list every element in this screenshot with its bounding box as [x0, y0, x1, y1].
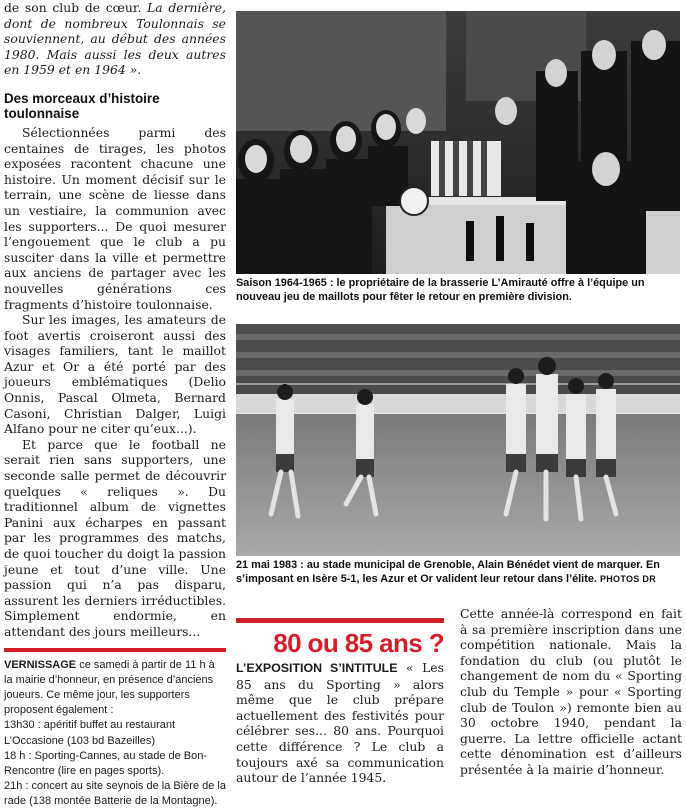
- vernissage-line-3: 21h : concert au site seynois de la Bière de la rade (138 montée Batterie de la Montagne).: [4, 780, 226, 808]
- vernissage-text: ce samedi à partir de 11 h à la mairie d’honneur, en présence d’anciens joueurs. Ce même jour, les supporters proposent également :: [4, 658, 215, 717]
- box-title: 80 ou 85 ans ?: [273, 628, 444, 658]
- box-title-rule: [236, 618, 444, 623]
- photo-team-jerseys-image: [236, 11, 680, 274]
- photo-caption-2: [236, 558, 680, 587]
- photo-goal-celebration-image: [236, 324, 680, 556]
- left-column: [4, 0, 226, 810]
- box-paragraph-right: Cette année-là correspond en fait à sa première inscription dans une compétition nationale. Mais la fondation du club (ou plutôt le changement de nom du « Sporting club du Temple » pour « Sporting club de Toulon ») remonte bien au 30 octobre 1940, pendant la guerre. La lettre officielle actant cette dénomination est d’ailleurs présentée à la mairie d’honneur.: [460, 606, 682, 777]
- box-column-middle: [236, 660, 444, 786]
- photo-team-jerseys: [236, 11, 680, 274]
- box-column-right: [460, 606, 682, 778]
- vernissage-line-1: 13h30 : apéritif buffet au restaurant L’Occasione (103 bd Bazeilles): [4, 719, 176, 747]
- intro-paragraph: [4, 0, 226, 78]
- photo-caption-1: Saison 1964-1965 : le propriétaire de la brasserie L’Amirauté offre à l’équipe un nouveau jeu de maillots pour fêter le retour en première division.: [236, 277, 645, 304]
- box-lead: L’EXPOSITION S’INTITULE: [236, 661, 398, 675]
- box-paragraph-mid: [236, 660, 444, 786]
- vernissage-intro: [4, 658, 226, 719]
- body-paragraph-3: Et parce que le football ne serait rien sans supporters, une seconde salle permet de découvrir quelques « reliques ». Du traditionnel album de vignettes Panini aux écharpes en passant par les programmes des matchs, de quoi toucher du doigt la passion jeune et tout d’une ville. Une passion qui n’a pas disparu, assurent les derniers irréductibles. Simplement endormie, en attendant des jours meilleurs...: [4, 436, 226, 639]
- vernissage-rule: [4, 648, 226, 652]
- photo-caption-2-text: 21 mai 1983 : au stade municipal de Grenoble, Alain Bénédet vient de marquer. En s’imposant en Isère 5-1, les Azur et Or valident leur retour dans l’élite.: [236, 559, 660, 586]
- box-body-mid: « Les 85 ans du Sporting » alors même que le club prépare actuellement des festivités pour célébrer ses... 80 ans. Pourquoi cette différence ? Le club a toujours axé sa communication autour de l’année 1945.: [236, 660, 444, 786]
- vernissage-line-2: 18 h : Sporting-Cannes, au stade de Bon-Rencontre (lire en pages sports).: [4, 749, 208, 777]
- photo-credit: PHOTOS DR: [599, 574, 656, 585]
- body-paragraph-2: Sur les images, les amateurs de foot avertis croiseront aussi des visages familiers, tant le maillot Azur et Or a été porté par des joueurs emblématiques (Delio Onnis, Pascal Olmeta, Bernard Casoni, Christian Dalger, Luigi Alfano pour ne citer qu’eux...).: [4, 312, 226, 437]
- body-paragraph-1: Sélectionnées parmi des centaines de tirages, les photos exposées racontent chacune une histoire. Un moment décisif sur le terrain, une scène de liesse dans un vestiaire, la communion avec les supporters... De quoi mesurer l’engouement que le club a pu susciter dans la ville et permettre aux anciens de partager avec les nouvelles générations ces fragments d’histoire toulonnaise.: [4, 124, 226, 312]
- intro-fragment-plain: de son club de cœur.: [4, 0, 148, 15]
- photo-goal-celebration: [236, 324, 680, 556]
- vernissage-box: [4, 658, 226, 810]
- section-subhead: Des morceaux d’histoire toulonnaise: [4, 90, 160, 121]
- vernissage-label: VERNISSAGE: [4, 658, 77, 671]
- intro-fragment-quote: La dernière, dont de nombreux Toulonnais se souviennent, au début des années 1980. Mais aussi les deux autres en 1959 et en 1964 ».: [4, 0, 226, 78]
